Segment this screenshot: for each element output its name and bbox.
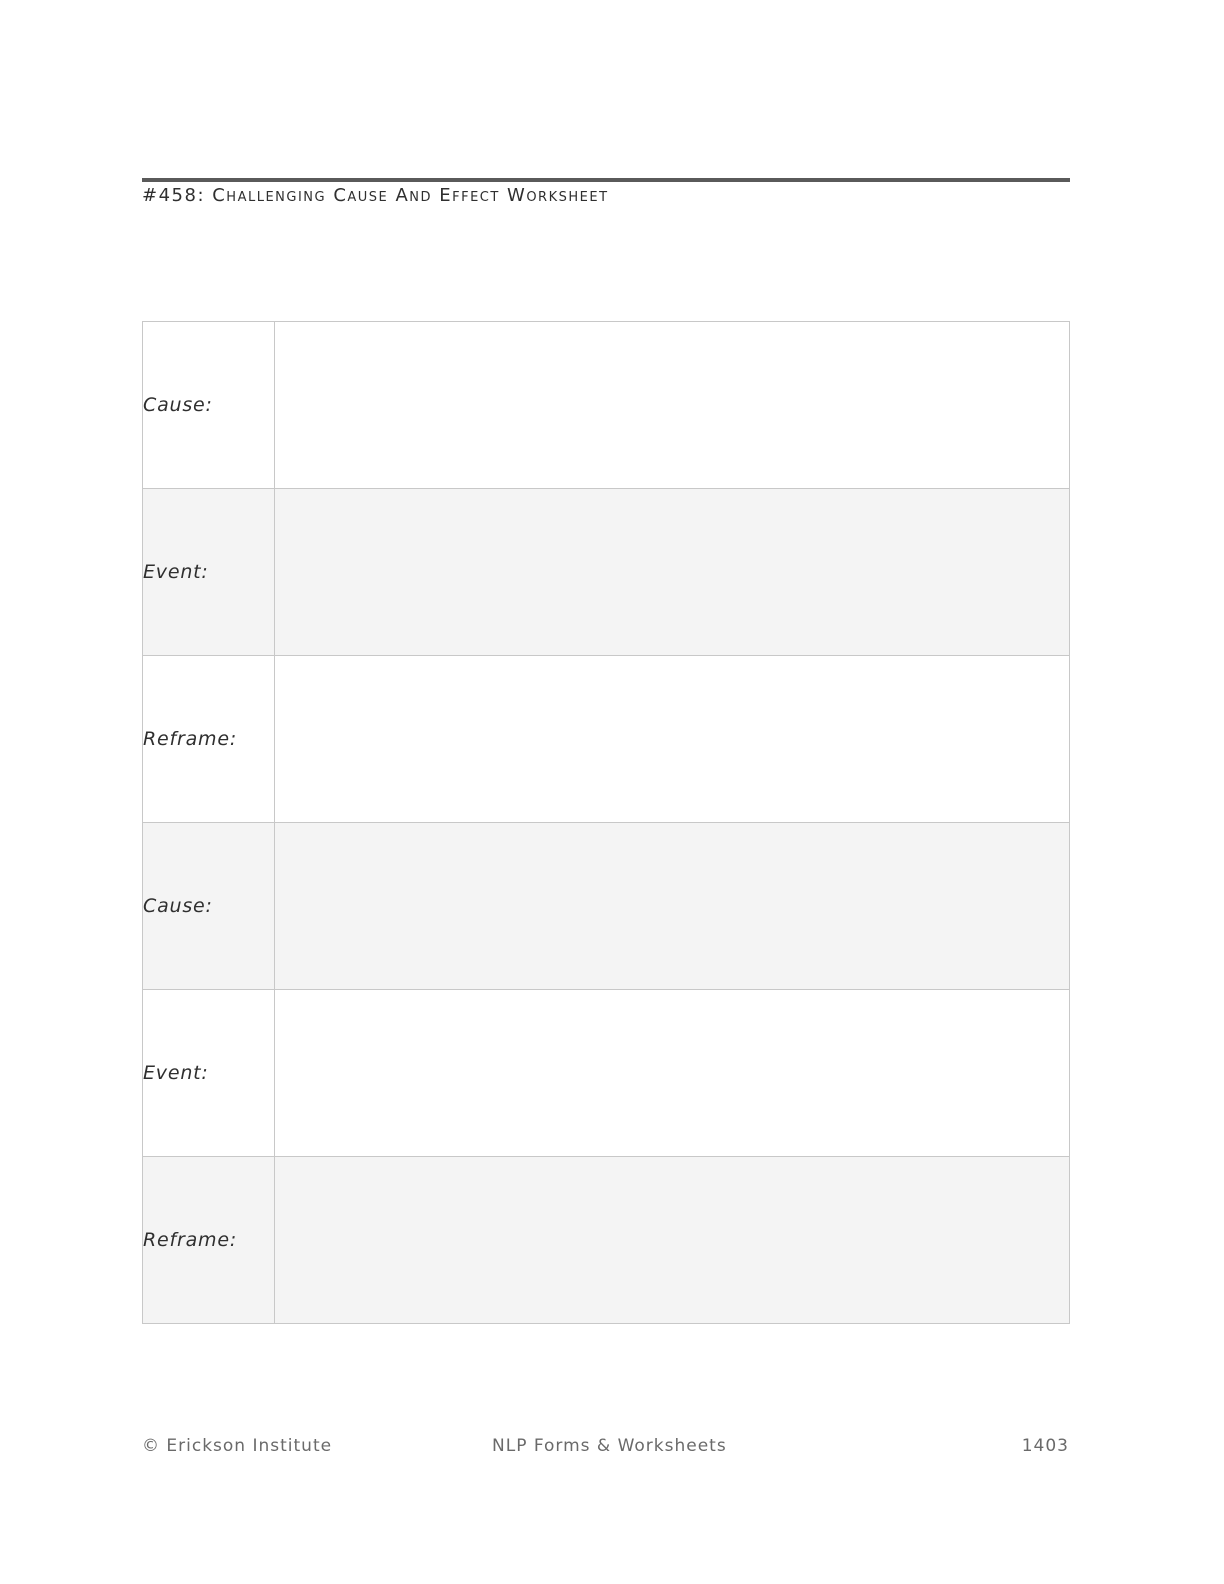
answer-field-reframe-2[interactable] [275, 1157, 1070, 1324]
worksheet-row-reframe [143, 656, 1070, 823]
footer-copyright: © Erickson Institute [142, 1436, 333, 1456]
page-title: #458: Challenging Cause And Effect Worksheet [142, 185, 609, 206]
worksheet-row-event [143, 489, 1070, 656]
answer-field-cause-2[interactable] [275, 823, 1070, 990]
worksheet-row-reframe-2 [143, 1157, 1070, 1324]
answer-field-event-2[interactable] [275, 990, 1070, 1157]
footer-publication: NLP Forms & Worksheets [492, 1436, 727, 1456]
answer-field-reframe[interactable] [275, 656, 1070, 823]
row-label-event: Event: [143, 489, 275, 656]
worksheet-row-cause-2 [143, 823, 1070, 990]
worksheet-table [142, 321, 1070, 1324]
row-label-cause-2: Cause: [143, 823, 275, 990]
row-label-cause: Cause: [143, 322, 275, 489]
row-label-event-2: Event: [143, 990, 275, 1157]
worksheet-row-event-2 [143, 990, 1070, 1157]
row-label-reframe-2: Reframe: [143, 1157, 275, 1324]
header-rule [142, 178, 1070, 182]
worksheet-row-cause [143, 322, 1070, 489]
row-label-reframe: Reframe: [143, 656, 275, 823]
footer-page-number: 1403 [1021, 1436, 1069, 1456]
answer-field-cause[interactable] [275, 322, 1070, 489]
answer-field-event[interactable] [275, 489, 1070, 656]
